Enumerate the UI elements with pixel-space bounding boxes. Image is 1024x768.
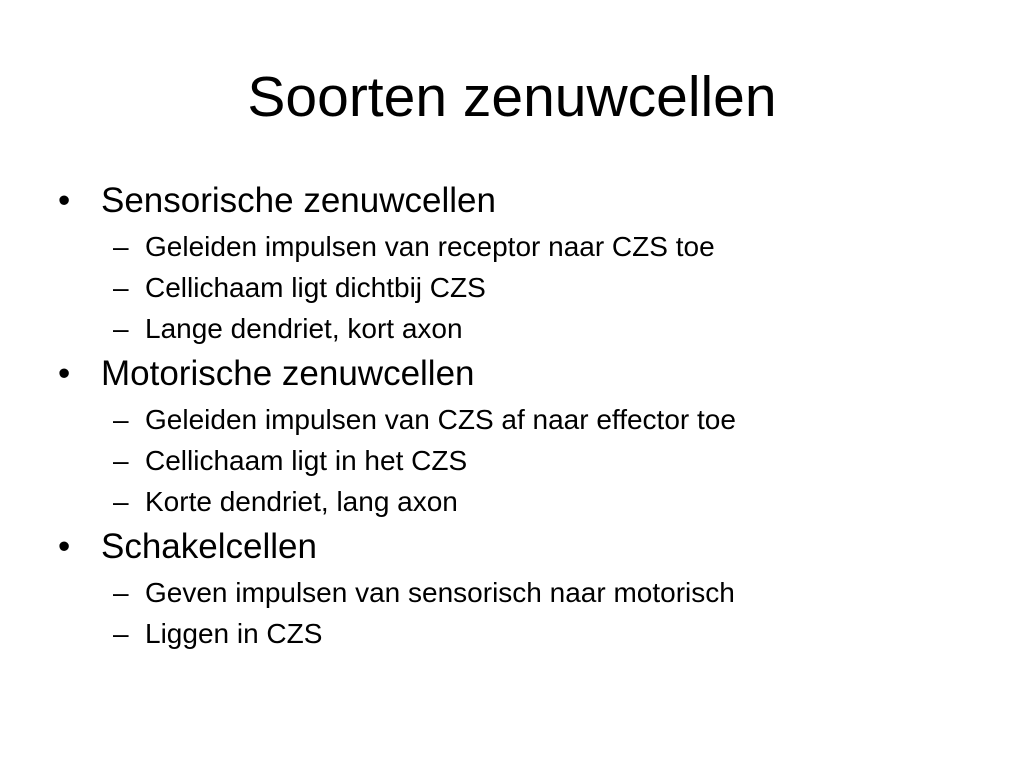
sub-item xyxy=(58,440,998,481)
sub-marker: – xyxy=(113,272,129,303)
sub-label: Geven impulsen van sensorisch naar motorisch xyxy=(145,577,735,608)
sub-list xyxy=(58,572,998,654)
bullet-marker: • xyxy=(58,181,71,220)
sub-marker: – xyxy=(113,404,129,435)
bullet-list xyxy=(58,176,998,654)
sub-marker: – xyxy=(113,486,129,517)
sub-marker: – xyxy=(113,618,129,649)
bullet-item xyxy=(58,522,998,654)
sub-item xyxy=(58,267,998,308)
sub-list xyxy=(58,226,998,349)
bullet-row xyxy=(58,522,998,572)
sub-marker: – xyxy=(113,313,129,344)
bullet-label: Motorische zenuwcellen xyxy=(101,354,475,393)
sub-item xyxy=(58,481,998,522)
sub-label: Geleiden impulsen van CZS af naar effector toe xyxy=(145,404,736,435)
bullet-row xyxy=(58,176,998,226)
sub-label: Korte dendriet, lang axon xyxy=(145,486,458,517)
sub-marker: – xyxy=(113,577,129,608)
sub-item xyxy=(58,308,998,349)
sub-label: Cellichaam ligt in het CZS xyxy=(145,445,468,476)
sub-item xyxy=(58,226,998,267)
sub-item xyxy=(58,399,998,440)
sub-item xyxy=(58,613,998,654)
sub-marker: – xyxy=(113,445,129,476)
sub-item xyxy=(58,572,998,613)
bullet-item xyxy=(58,176,998,349)
bullet-label: Sensorische zenuwcellen xyxy=(101,181,496,220)
sub-label: Cellichaam ligt dichtbij CZS xyxy=(145,272,486,303)
sub-label: Liggen in CZS xyxy=(145,618,323,649)
bullet-item xyxy=(58,349,998,522)
sub-list xyxy=(58,399,998,522)
bullet-row xyxy=(58,349,998,399)
bullet-marker: • xyxy=(58,354,71,393)
bullet-label: Schakelcellen xyxy=(101,527,317,566)
slide-title: Soorten zenuwcellen xyxy=(247,65,777,129)
sub-label: Lange dendriet, kort axon xyxy=(145,313,463,344)
sub-marker: – xyxy=(113,231,129,262)
bullet-marker: • xyxy=(58,527,71,566)
sub-label: Geleiden impulsen van receptor naar CZS toe xyxy=(145,231,715,262)
